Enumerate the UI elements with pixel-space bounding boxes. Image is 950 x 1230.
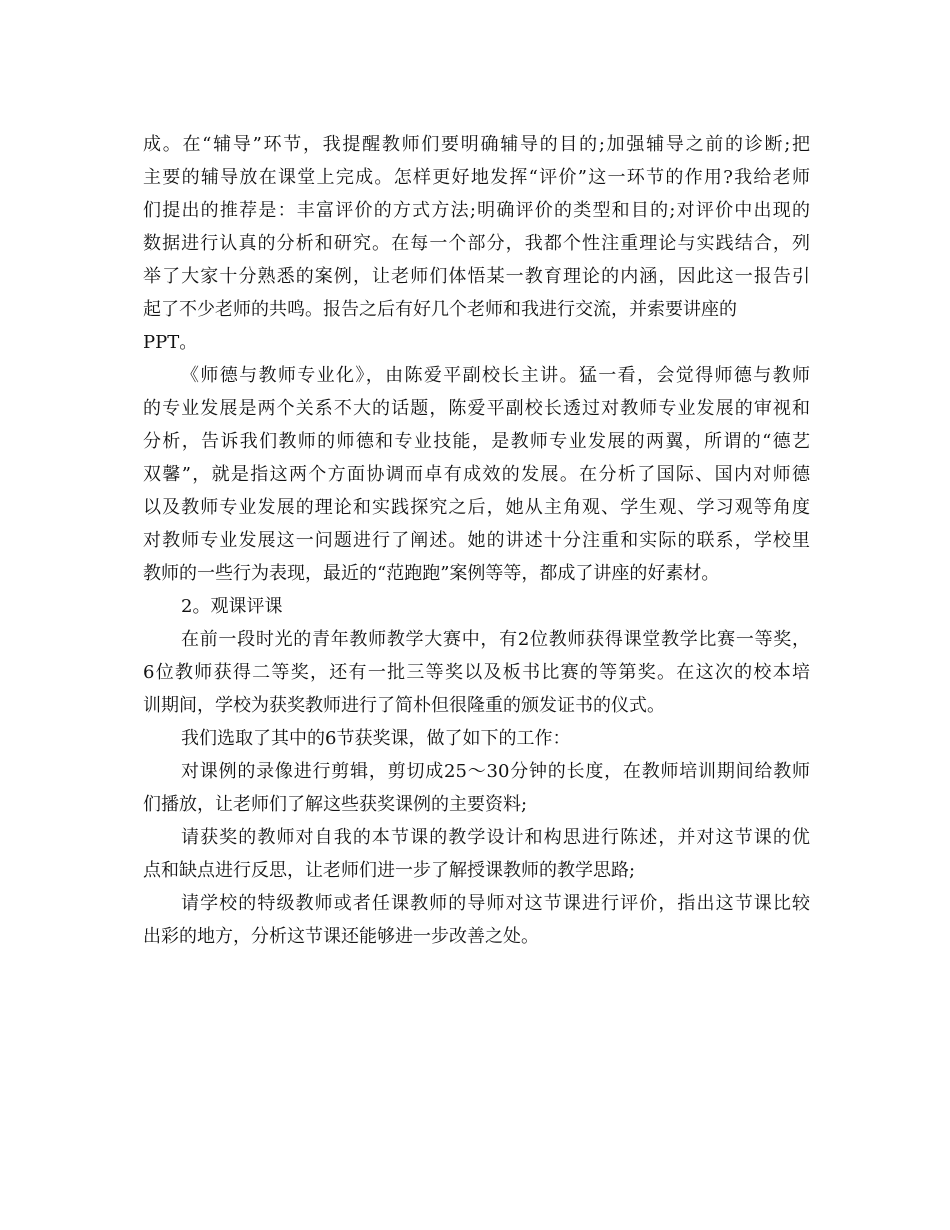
text-line: 们提出的推荐是：丰富评价的方式方法;明确评价的类型和目的;对评价中出现的 xyxy=(143,200,810,221)
text-line: 主要的辅导放在课堂上完成。怎样更好地发挥“评价”这一环节的作用?我给老师 xyxy=(143,167,810,188)
paragraph-first-line: 《师德与教师专业化》，由陈爱平副校长主讲。猛一看，会觉得师德与教师 xyxy=(181,365,810,386)
text-line: PPT。 xyxy=(143,332,198,353)
paragraph-first-line: 请获奖的教师对自我的本节课的教学设计和构思进行陈述，并对这节课的优 xyxy=(181,827,810,848)
paragraph-first-line: 对课例的录像进行剪辑，剪切成25～30分钟的长度，在教师培训期间给教师 xyxy=(181,761,810,782)
text-line: 的专业发展是两个关系不大的话题，陈爱平副校长透过对教师专业发展的审视和 xyxy=(143,398,810,419)
text-line: 们播放，让老师们了解这些获奖课例的主要资料; xyxy=(143,794,528,815)
text-line: 6位教师获得二等奖，还有一批三等奖以及板书比赛的等第奖。在这次的校本培 xyxy=(143,662,810,683)
document-body xyxy=(143,128,810,953)
text-line: 数据进行认真的分析和研究。在每一个部分，我都个性注重理论与实践结合，列 xyxy=(143,233,810,254)
text-line: 以及教师专业发展的理论和实践探究之后，她从主角观、学生观、学习观等角度 xyxy=(143,497,810,518)
text-line: 双馨”，就是指这两个方面协调而卓有成效的发展。在分析了国际、国内对师德 xyxy=(143,464,810,485)
paragraph-first-line: 我们选取了其中的6节获奖课，做了如下的工作： xyxy=(181,728,571,749)
text-line: 起了不少老师的共鸣。报告之后有好几个老师和我进行交流，并索要讲座的 xyxy=(143,299,737,320)
text-line: 点和缺点进行反思，让老师们进一步了解授课教师的教学思路; xyxy=(143,860,636,881)
text-line: 分析，告诉我们教师的师德和专业技能，是教师专业发展的两翼，所谓的“德艺 xyxy=(143,431,810,452)
section-heading: 2。观课评课 xyxy=(181,596,283,617)
paragraph-first-line: 在前一段时光的青年教师教学大赛中，有2位教师获得课堂教学比赛一等奖， xyxy=(181,629,810,650)
paragraph-first-line: 请学校的特级教师或者任课教师的导师对这节课进行评价，指出这节课比较 xyxy=(181,893,810,914)
text-line: 成。在“辅导”环节，我提醒教师们要明确辅导的目的;加强辅导之前的诊断;把 xyxy=(143,134,810,155)
text-line: 对教师专业发展这一问题进行了阐述。她的讲述十分注重和实际的联系，学校里 xyxy=(143,530,810,551)
text-line: 训期间，学校为获奖教师进行了简朴但很隆重的颁发证书的仪式。 xyxy=(143,695,665,716)
text-line: 教师的一些行为表现，最近的“范跑跑”案例等等，都成了讲座的好素材。 xyxy=(143,563,720,584)
text-line: 举了大家十分熟悉的案例，让老师们体悟某一教育理论的内涵，因此这一报告引 xyxy=(143,266,810,287)
text-line: 出彩的地方，分析这节课还能够进一步改善之处。 xyxy=(143,926,539,947)
